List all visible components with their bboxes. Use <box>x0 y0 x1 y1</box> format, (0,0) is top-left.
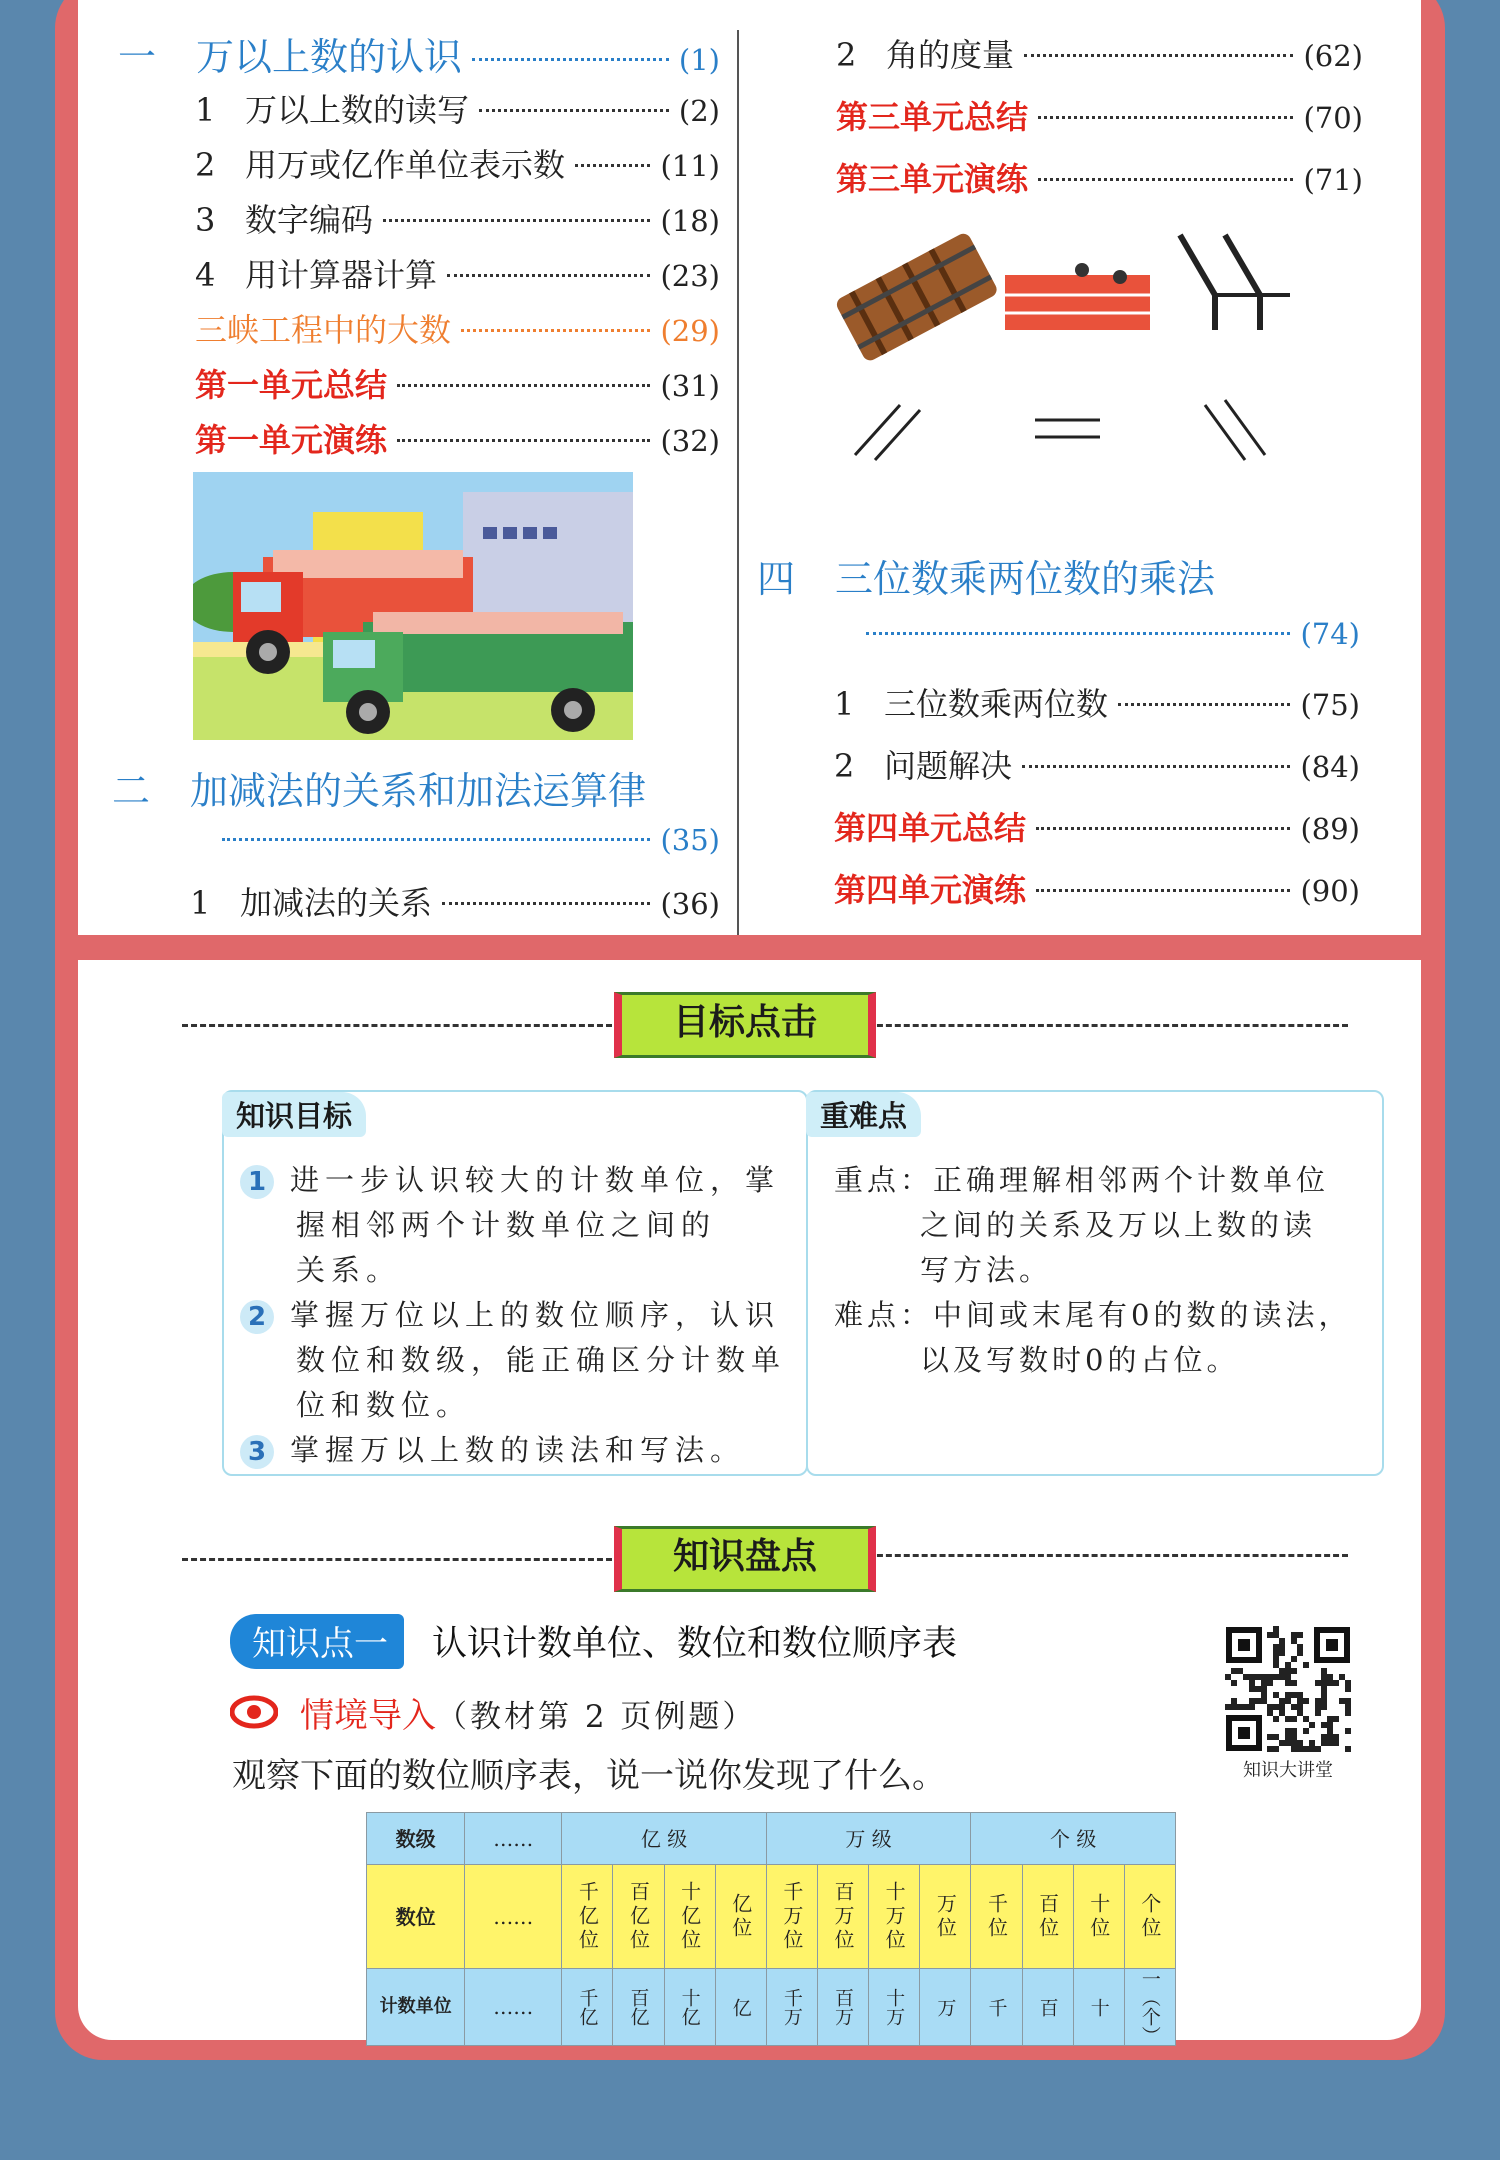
place-cell: 千位 <box>971 1865 1022 1969</box>
key-points-tag: 重难点 <box>806 1092 921 1137</box>
unit-cell: 十亿 <box>664 1969 715 2046</box>
unit-cell: 万 <box>920 1969 971 2046</box>
toc-entry[interactable]: 1 加减法的关系 (36) <box>190 884 720 922</box>
place-cell: 千万位 <box>766 1865 817 1969</box>
toc-unit-4-page[interactable]: (74) <box>866 617 1360 651</box>
dashed-line <box>868 1024 1348 1027</box>
toc-entry[interactable]: 4 用计算器计算 (23) <box>195 256 720 294</box>
qr-code[interactable] <box>1225 1626 1351 1752</box>
knowledge-goals-tag: 知识目标 <box>222 1092 366 1137</box>
difficulty-label: 难点： <box>834 1298 934 1332</box>
toc-entry-practice[interactable]: 第一单元演练 (32) <box>195 421 720 459</box>
toc-entry[interactable]: 1 三位数乘两位数 (75) <box>834 685 1360 723</box>
toc-entry-practice[interactable]: 第三单元演练 (71) <box>836 160 1363 198</box>
level-cell: 个 级 <box>971 1813 1176 1865</box>
knowledge-point-title: 认识计数单位、数位和数位顺序表 <box>432 1624 958 1664</box>
place-cell: 个位 <box>1124 1865 1175 1969</box>
number-badge: 2 <box>240 1300 274 1334</box>
unit-cell: 十万 <box>869 1969 920 2046</box>
level-cell: 亿 级 <box>562 1813 767 1865</box>
toc-unit-2[interactable]: 二 加减法的关系和加法运算律 <box>112 769 647 813</box>
toc-leader <box>472 58 669 61</box>
place-cell: 千亿位 <box>562 1865 613 1969</box>
table-row-level: 数级 …… 亿 级 万 级 个 级 <box>367 1813 1176 1865</box>
section-banner-review: 知识盘点 <box>614 1526 876 1592</box>
situation-label: 情境导入 <box>300 1696 436 1736</box>
section-banner-goals: 目标点击 <box>614 992 876 1058</box>
toc-entry-summary[interactable]: 第四单元总结 (89) <box>834 809 1360 847</box>
place-cell: 十万位 <box>869 1865 920 1969</box>
toc-unit-title: 万以上数的认识 <box>196 35 463 79</box>
toc-entry-special[interactable]: 三峡工程中的大数 (29) <box>195 311 720 349</box>
toc-entry[interactable]: 3 数字编码 (18) <box>195 201 720 239</box>
number-badge: 3 <box>240 1435 274 1469</box>
row-header: 计数单位 <box>367 1969 465 2046</box>
place-cell: 百位 <box>1022 1865 1073 1969</box>
dashed-line <box>182 1024 612 1027</box>
toc-entry[interactable]: 2 用万或亿作单位表示数 (11) <box>195 146 720 184</box>
place-cell: 百万位 <box>817 1865 868 1969</box>
eye-icon <box>230 1695 278 1729</box>
table-row-unit: 计数单位 …… 千亿 百亿 十亿 亿 千万 百万 十万 万 千 百 十 一（个） <box>367 1969 1176 2046</box>
focus-label: 重点： <box>834 1163 934 1197</box>
unit-cell: 百 <box>1022 1969 1073 2046</box>
place-cell: 万位 <box>920 1865 971 1969</box>
toc-entry[interactable]: 1 万以上数的读写 (2) <box>195 91 720 129</box>
goal-item: 1 进一步认识较大的计数单位，掌 握相邻两个计数单位之间的 关系。 2 掌握万位以上的数位顺序，认识 数位和数级，能正确区分计数单 位和数位。 3 掌握万以上数的读法和写法。 <box>240 1158 800 1473</box>
place-value-table <box>366 1812 1176 2046</box>
column-divider <box>737 30 739 935</box>
situation-heading <box>300 1688 756 1737</box>
row-header: 数位 <box>367 1865 465 1969</box>
unit-cell: 一（个） <box>1124 1969 1175 2046</box>
toc-unit-1[interactable] <box>118 26 720 81</box>
row-header: 数级 <box>367 1813 465 1865</box>
toc-entry[interactable]: 2 角的度量 (62) <box>836 36 1363 74</box>
toc-unit-4[interactable]: 四 三位数乘两位数的乘法 <box>757 557 1216 601</box>
situation-ref: （教材第 2 页例题） <box>436 1699 757 1735</box>
place-cell: 十亿位 <box>664 1865 715 1969</box>
unit-cell: 百亿 <box>613 1969 664 2046</box>
toc-entry-practice[interactable]: 第四单元演练 (90) <box>834 871 1360 909</box>
level-cell: 万 级 <box>766 1813 971 1865</box>
unit-cell: 千万 <box>766 1969 817 2046</box>
place-cell: 亿位 <box>715 1865 766 1969</box>
toc-entry-summary[interactable]: 第一单元总结 (31) <box>195 366 720 404</box>
unit-cell: 十 <box>1073 1969 1124 2046</box>
toc-unit-2-page[interactable]: (35) <box>222 823 720 857</box>
dashed-line <box>868 1554 1348 1557</box>
unit-cell: 百万 <box>817 1969 868 2046</box>
qr-caption: 知识大讲堂 <box>1243 1760 1333 1781</box>
dashed-line <box>182 1558 612 1561</box>
table-row-place: 数位 …… 千亿位 百亿位 十亿位 亿位 千万位 百万位 十万位 万位 千位 百位 十位 个位 <box>367 1865 1176 1969</box>
place-cell: 十位 <box>1073 1865 1124 1969</box>
number-badge: 1 <box>240 1165 274 1199</box>
observation-prompt: 观察下面的数位顺序表，说一说你发现了什么。 <box>232 1756 946 1796</box>
key-points-text: 重点：正确理解相邻两个计数单位 之间的关系及万以上数的读 写方法。 难点：中间或末尾有0的数的读法， 以及写数时0的占位。 <box>834 1163 1352 1377</box>
parallel-lines-illustration <box>820 215 1320 475</box>
toc-unit-number: 一 <box>118 35 157 79</box>
unit-cell: 千亿 <box>562 1969 613 2046</box>
unit-cell: 千 <box>971 1969 1022 2046</box>
unit-cell: 亿 <box>715 1969 766 2046</box>
toc-entry-summary[interactable]: 第三单元总结 (70) <box>836 98 1363 136</box>
place-cell: 百亿位 <box>613 1865 664 1969</box>
toc-page: (1) <box>678 43 720 77</box>
knowledge-point-tag: 知识点一 <box>230 1614 404 1669</box>
toc-entry[interactable]: 2 问题解决 (84) <box>834 747 1360 785</box>
truck-illustration <box>193 472 633 740</box>
